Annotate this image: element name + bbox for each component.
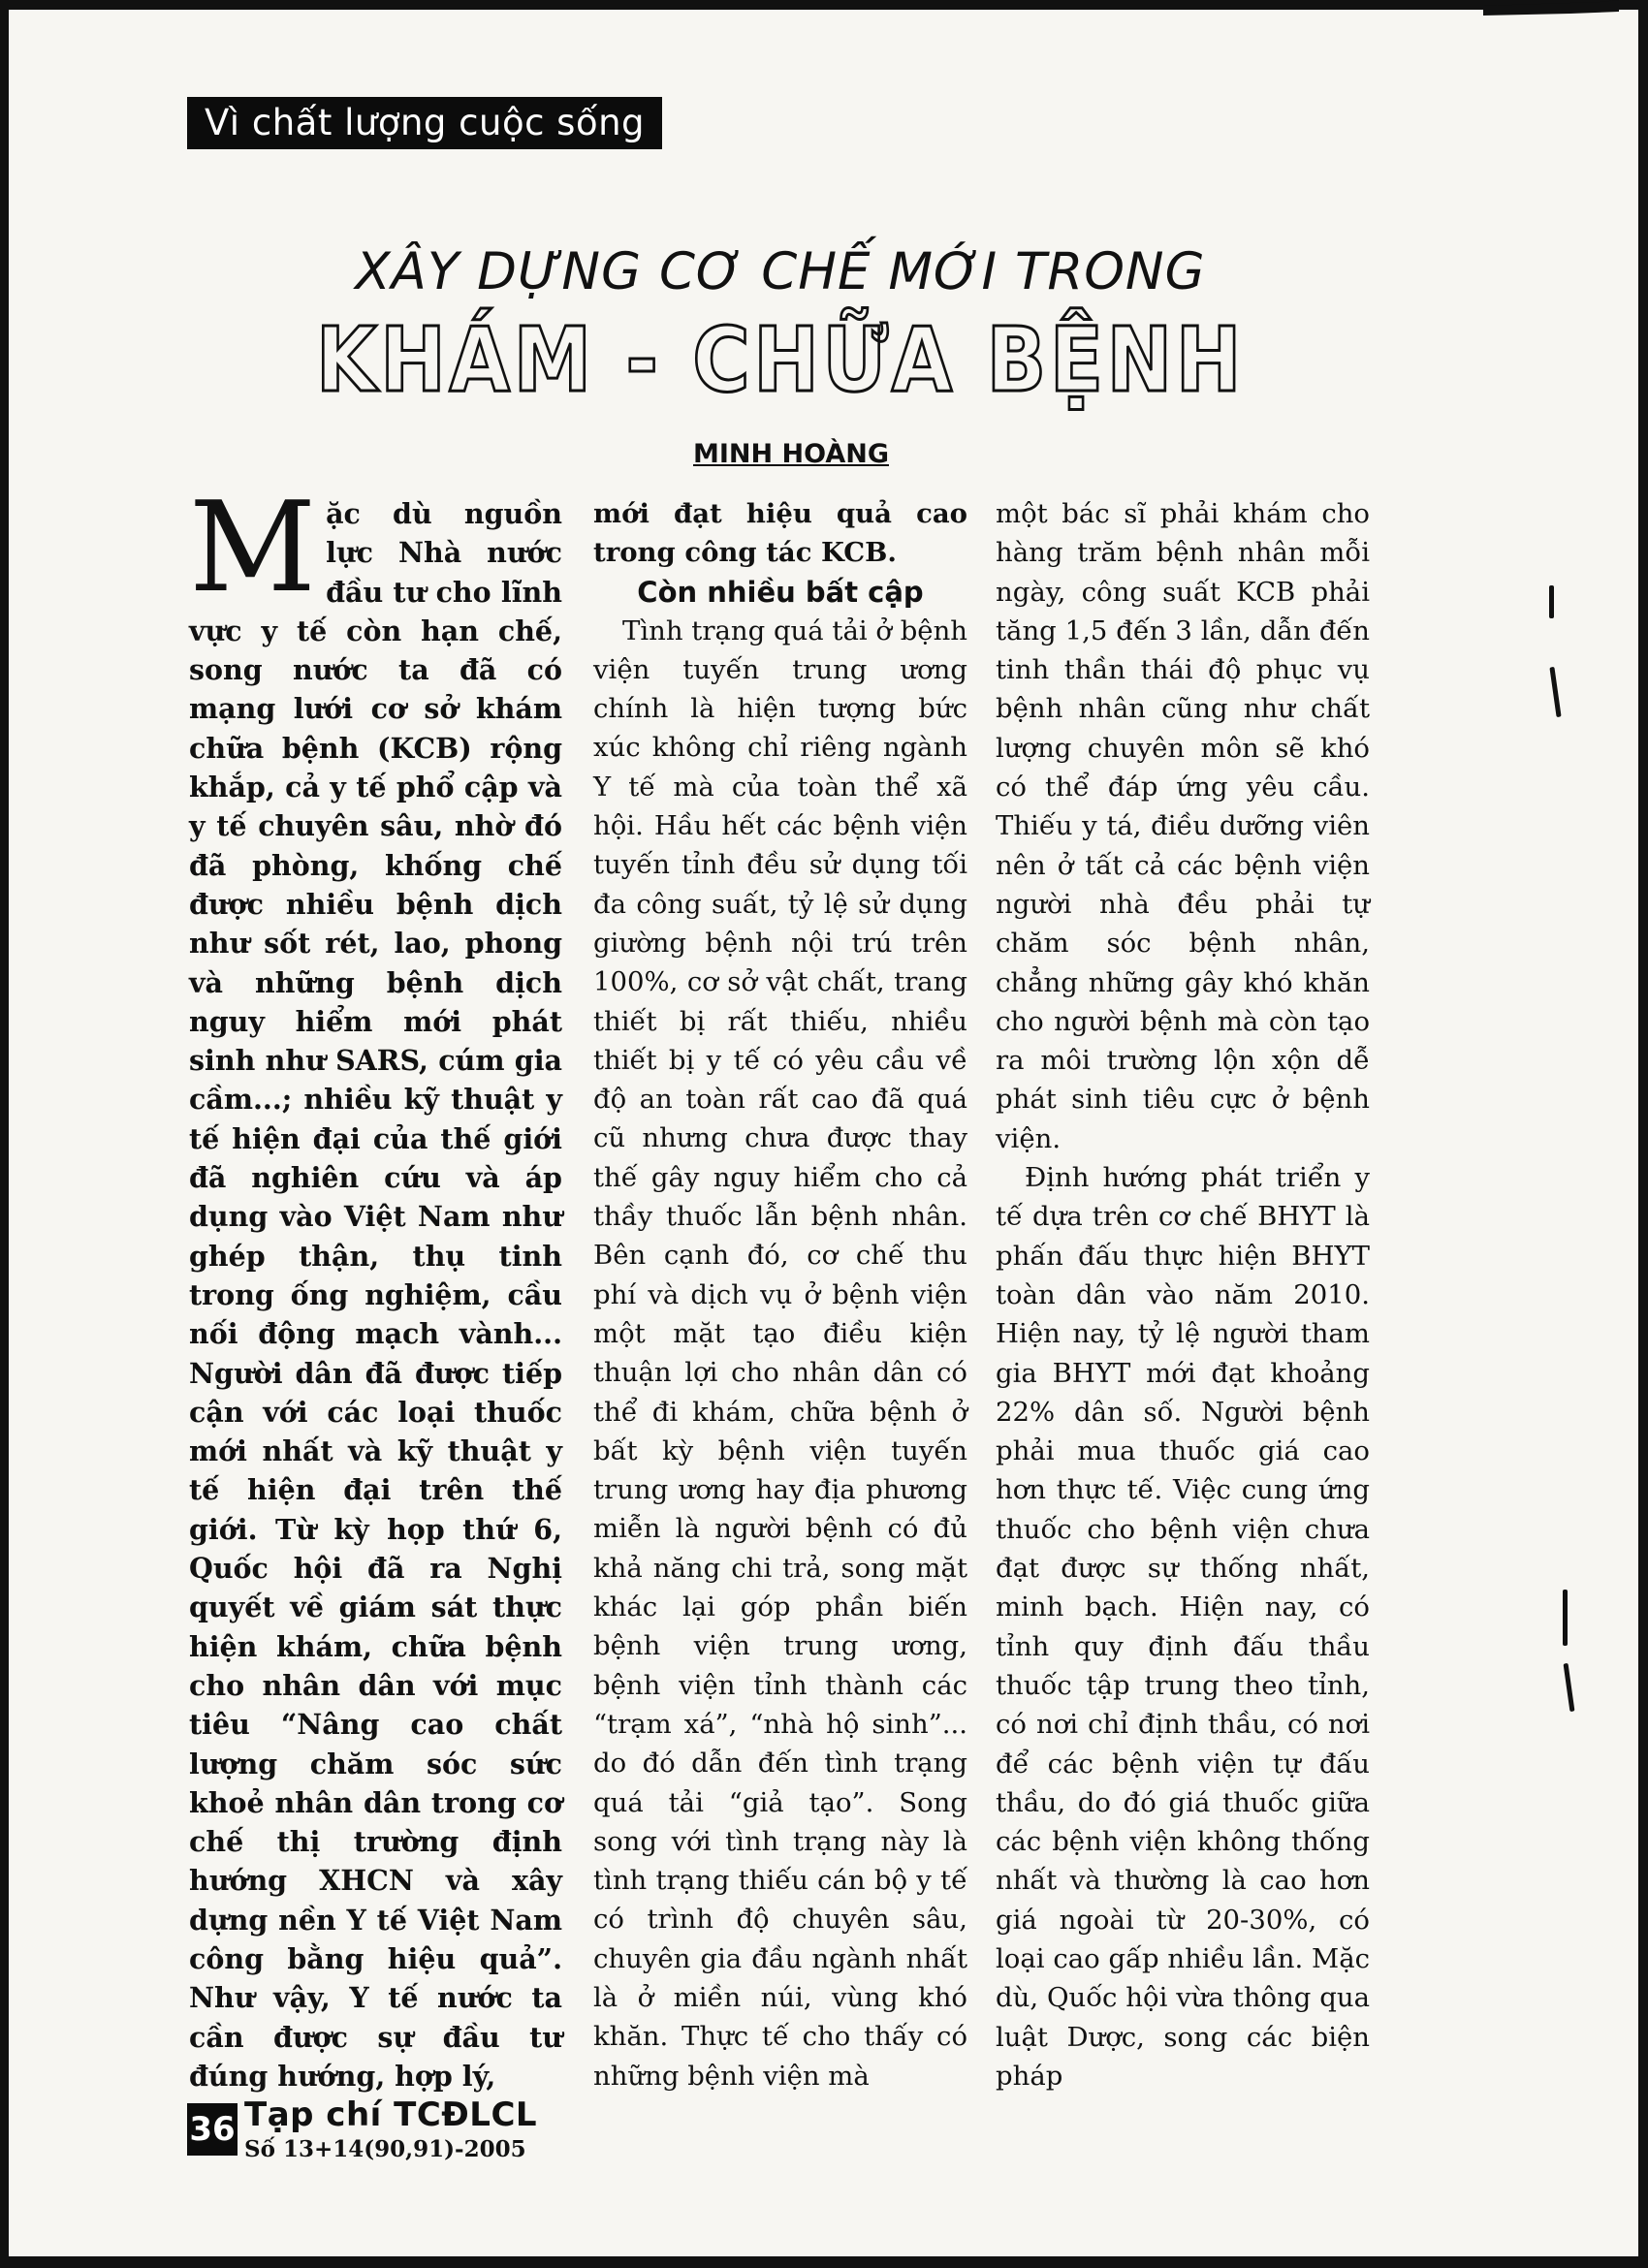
scan-border-top [0,0,1648,10]
article-column-2 [593,494,967,2092]
subheading: Còn nhiều bất cập [637,575,924,609]
margin-mark-4 [1564,1663,1575,1712]
scan-corner-mark [1483,0,1619,23]
article-author: MINH HOÀNG [693,439,889,469]
column-2-lead: mới đạt hiệu quả cao trong công tác KCB. [593,498,967,569]
intro-paragraph [189,476,562,2095]
magazine-name: Tạp chí TCĐLCL [244,2095,538,2134]
margin-mark-2 [1549,667,1561,717]
scan-border-right [1638,0,1648,2268]
issue-number: Số 13+14(90,91)-2005 [244,2136,526,2162]
column-2-paragraph: Tình trạng quá tải ở bệnh viện tuyến trung ương chính là hiện tượng bức xúc không chỉ riêng ngành Y tế mà của toàn thể xã hội. Hầu hết các bệnh viện tuyến tỉnh đều sử dụng tối đa công suất, tỷ lệ sử dụng giường bệnh nội trú trên 100%, cơ sở vật chất, trang thiết bị rất thiếu, nhiều thiết bị y tế có yêu cầu về độ an toàn rất cao đã quá cũ nhưng chưa được thay thế gây nguy hiểm cho cả thầy thuốc lẫn bệnh nhân. Bên cạnh đó, cơ chế thu phí và dịch vụ ở bệnh viện một mặt tạo điều kiện thuận lợi cho nhân dân có thể đi khám, chữa bệnh ở bất kỳ bệnh viện tuyến trung ương hay địa phương miễn là người bệnh có đủ khả năng chi trả, song mặt khác lại góp phần biến bệnh viện trung ương, bệnh viện tỉnh thành các “trạm xá”, “nhà hộ sinh”... do đó dẫn đến tình trạng quá tải “giả tạo”. Song song với tình trạng này là tình trạng thiếu cán bộ y tế có trình độ chuyên sâu, chuyên gia đầu ngành nhất là ở miền núi, vùng khó khăn. Thực tế cho thấy có những bệnh viện mà [593,614,967,2092]
article-title-line2: KHÁM - CHỮA BỆNH [315,308,1246,412]
column-3-paragraph-2: Định hướng phát triển y tế dựa trên cơ chế BHYT là phấn đấu thực hiện BHYT toàn dân vào năm 2010. Hiện nay, tỷ lệ người tham gia BHYT mới đạt khoảng 22% dân số. Người bệnh phải mua thuốc giá cao hơn thực tế. Việc cung ứng thuốc cho bệnh viện chưa đạt được sự thống nhất, minh bạch. Hiện nay, có tỉnh quy định đấu thầu thuốc tập trung theo tỉnh, có nơi chỉ định thầu, có nơi để các bệnh viện tự đấu thầu, do đó giá thuốc giữa các bệnh viện không thống nhất và thường là cao hơn giá ngoài từ 20-30%, có loại cao gấp nhiều lần. Mặc dù, Quốc hội vừa thông qua luật Dược, song các biện pháp [996,1162,1370,2092]
article-title-line1: XÂY DỰNG CƠ CHẾ MỚI TRONG [355,242,1206,301]
intro-text: ặc dù nguồn lực Nhà nước đầu tư cho lĩnh vực y tế còn hạn chế, song nước ta đã có mạng lưới cơ sở khám chữa bệnh (KCB) rộng khắp, cả y tế phổ cập và y tế chuyên sâu, nhờ đó đã phòng, khống chế được nhiều bệnh dịch như sốt rét, lao, phong và những bệnh dịch nguy hiểm mới phát sinh như SARS, cúm gia cầm...; nhiều kỹ thuật y tế hiện đại của thế giới đã nghiên cứu và áp dụng vào Việt Nam như ghép thận, thụ tinh trong ống nghiệm, cầu nối động mạch vành... Người dân đã được tiếp cận với các loại thuốc mới nhất và kỹ thuật y tế hiện đại trên thế giới. Từ kỳ họp thứ 6, Quốc hội đã ra Nghị quyết về giám sát thực hiện khám, chữa bệnh cho nhân dân với mục tiêu “Nâng cao chất lượng chăm sóc sức khoẻ nhân dân trong cơ chế thị trường định hướng XHCN và xây dựng nền Y tế Việt Nam công bằng hiệu quả”. Như vậy, Y tế nước ta cần được sự đầu tư đúng hướng, hợp lý, [189,497,562,2093]
scan-border-left [0,0,9,2268]
article-column-3 [996,494,1370,2092]
column-3-paragraph-1: một bác sĩ phải khám cho hàng trăm bệnh nhân mỗi ngày, công suất KCB phải tăng 1,5 đến 3 lần, dẫn đến tinh thần thái độ phục vụ bệnh nhân cũng như chất lượng chuyên môn sẽ khó có thể đáp ứng yêu cầu. Thiếu y tá, điều dưỡng viên nên ở tất cả các bệnh viện người nhà đều phải tự chăm sóc bệnh nhân, chẳng những gây khó khăn cho người bệnh mà còn tạo ra môi trường lộn xộn dễ phát sinh tiêu cực ở bệnh viện. [996,498,1370,1154]
page-number: 36 [187,2103,238,2156]
article-column-1 [189,476,562,2093]
section-label: Vì chất lượng cuộc sống [187,97,662,149]
margin-mark-1 [1549,585,1554,618]
scan-border-bottom [0,2256,1648,2268]
dropcap-letter: M [189,476,317,620]
margin-mark-3 [1563,1590,1568,1646]
